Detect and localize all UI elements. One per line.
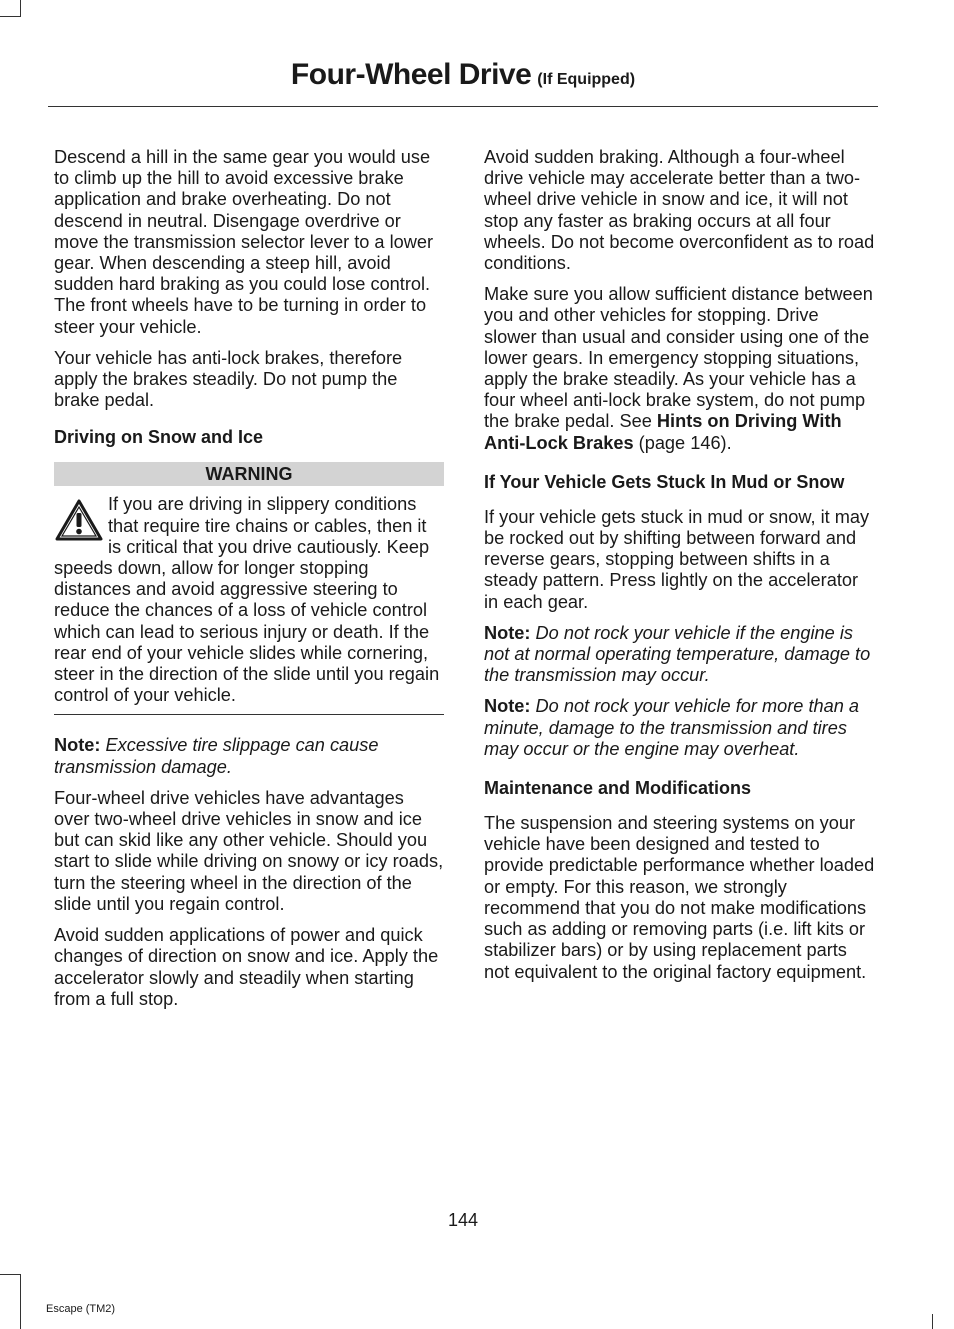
right-column [484, 147, 876, 993]
note [484, 696, 876, 760]
paragraph: Descend a hill in the same gear you would use to climb up the hill to avoid excessive brake application and brake overheating. Do not descend in neutral. Disengage overdrive or move the transmission selector lever to a lower gear. When descending a steep hill, avoid sudden hard braking as you could lose control. The front wheels have to be turning in order to steer your vehicle. [54, 147, 434, 337]
note [484, 623, 876, 687]
page-subtitle: (If Equipped) [537, 71, 636, 88]
crop-mark [932, 1314, 933, 1329]
paragraph-text: Make sure you allow sufficient distance between you and other vehicles for stopping. Drive slower than usual and consider using one of the lower gears. In emergency stopping situations, apply the brake steadily. As your vehicle has a four wheel anti-lock brake system, do not pump the brake pedal. See [484, 284, 873, 432]
page-title: Four-Wheel Drive [290, 58, 532, 91]
warning-label: WARNING [54, 462, 444, 486]
paragraph: Avoid sudden applications of power and quick changes of direction on snow and ice. Apply the accelerator slowly and steadily when starting from a full stop. [54, 925, 439, 1009]
note-text: Do not rock your vehicle if the engine is not at normal operating temperature, damage to the transmission may occur. [484, 622, 871, 686]
note-label: Note: [484, 696, 531, 717]
note-label: Note: [54, 735, 101, 756]
section-heading-maintenance: Maintenance and Modifications [484, 778, 752, 799]
page-reference: (page 146). [633, 432, 732, 453]
paragraph: Four-wheel drive vehicles have advantages over two-wheel drive vehicles in snow and ice but can skid like any other vehicle. Should you start to slide while driving on snowy or icy roads, turn the steering wheel in the direction of the slide until you regain control. [54, 787, 444, 914]
header-rule [48, 106, 878, 107]
crop-mark [0, 16, 20, 17]
section-heading-stuck: If Your Vehicle Gets Stuck In Mud or Snow [484, 471, 845, 492]
note-text: Excessive tire slippage can cause transmission damage. [54, 735, 379, 777]
left-column [54, 147, 444, 1020]
page-header [48, 58, 878, 92]
page-number: 144 [447, 1210, 479, 1230]
paragraph [484, 284, 876, 454]
section-heading-snow-ice: Driving on Snow and Ice [54, 427, 264, 448]
warning-box [54, 494, 444, 706]
paragraph: Your vehicle has anti-lock brakes, therefore apply the brakes steadily. Do not pump the brake pedal. [54, 347, 403, 411]
note-label: Note: [484, 622, 531, 643]
crop-mark [20, 0, 21, 17]
crop-mark [20, 1274, 21, 1329]
paragraph: If your vehicle gets stuck in mud or snow, it may be rocked out by shifting between forward and reverse gears, stopping between shifts in a steady pattern. Press lightly on the accelerator in each gear. [484, 506, 870, 612]
warning-triangle-icon [54, 498, 104, 542]
note [54, 735, 444, 777]
paragraph: Avoid sudden braking. Although a four-wheel drive vehicle may accelerate better than a two-wheel drive vehicle in snow and ice, it will not stop any faster as braking occurs at all four wheels. Do not become overconfident as to road conditions. [484, 147, 875, 274]
warning-text: If you are driving in slippery conditions that require tire chains or cables, then it is critical that you drive cautiously. Keep speeds down, allow for longer stopping distances and avoid aggressive steering to reduce the chances of a loss of vehicle control which can lead to serious injury or death. If the rear end of your vehicle slides while cornering, steer in the direction of the slide until you regain control of your vehicle. [54, 494, 440, 706]
crop-mark [0, 1274, 20, 1275]
footer-text: Escape (TM2) [46, 1303, 116, 1315]
paragraph: The suspension and steering systems on your vehicle have been designed and tested to provide predictable performance whether loaded or empty. For this reason, we strongly recommend that you do not make modifications such as adding or removing parts (i.e. lift kits or stabilizer bars) or by using replacement parts not equivalent to the original factory equipment. [484, 813, 875, 982]
warning-rule [54, 714, 444, 715]
note-text: Do not rock your vehicle for more than a minute, damage to the transmission and tires may occur or the engine may overheat. [484, 696, 860, 759]
cross-reference-link[interactable]: Hints on Driving With Anti-Lock Brakes [484, 411, 842, 453]
